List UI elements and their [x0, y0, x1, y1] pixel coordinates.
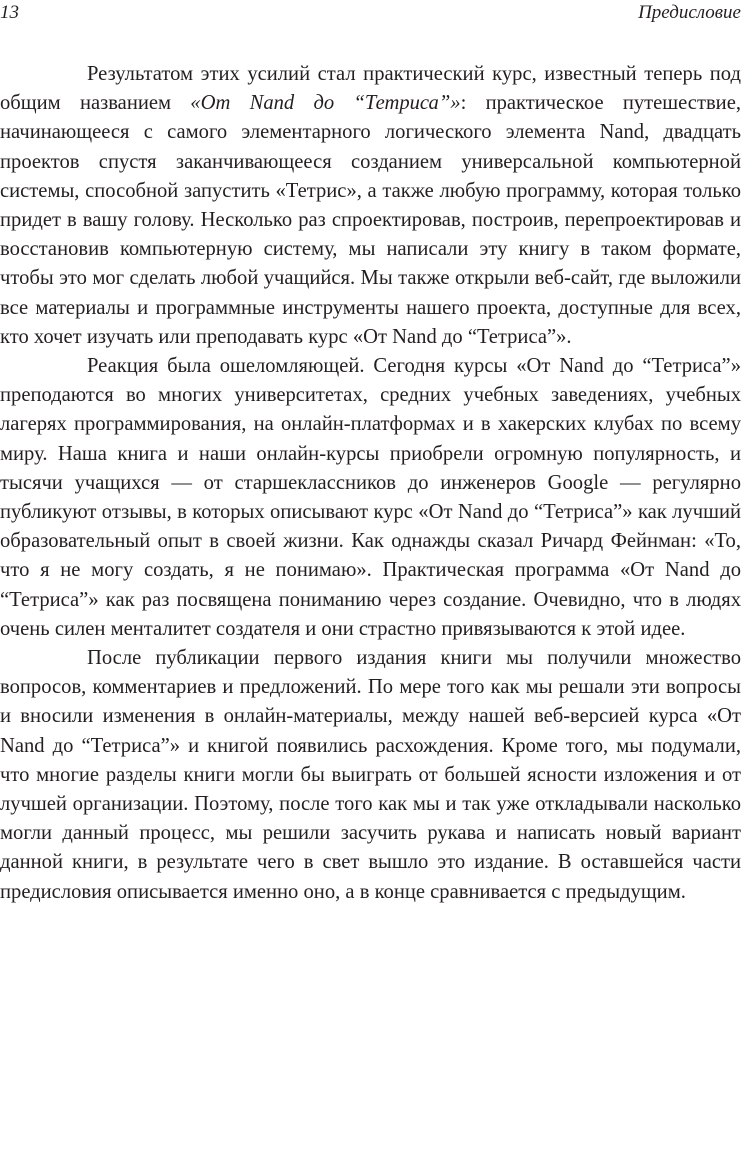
course-title-emphasis: «От Nand до “Тетриса”» — [190, 92, 461, 115]
paragraph-1 — [0, 60, 741, 352]
page-header — [0, 0, 743, 30]
running-title: Предисловие — [638, 2, 741, 23]
paragraph-1-rest: : практическое путешествие, начинающееся с самого элементарного логического элемента Nand, двадцать проектов спустя заканчивающееся созданием универсальной компьютерной системы, способной запустить «Тетрис», а также любую программу, которая только придет в вашу голову. Несколько раз спроектировав, построив, перепроектировав и восстановив компьютерную систему, мы написали эту книгу в таком формате, чтобы это мог сделать любой учащийся. Мы также открыли веб-сайт, где выложили все материалы и программные инструменты нашего проекта, доступные для всех, кто хочет изучать или преподавать курс «От Nand до “Тетриса”». — [0, 92, 741, 348]
paragraph-3: После публикации первого издания книги мы получили множество вопросов, комментариев и предложений. По мере того как мы решали эти вопросы и вносили изменения в онлайн-материалы, между нашей веб-версией курса «От Nand до “Тетриса”» и книгой появились расхождения. Кроме того, мы подумали, что многие разделы книги могли бы выиграть от большей ясности изложения и от лучшей организации. Поэтому, после того как мы и так уже откладывали насколько могли данный процесс, мы решили засучить рукава и написать новый вариант данной книги, в результате чего в свет вышло это издание. В оставшейся части предисловия описывается именно оно, а в конце сравнивается с предыдущим. — [0, 647, 741, 903]
paragraph-1-lead: Результатом этих усилий стал практический курс, известный теперь под общим названием — [0, 63, 741, 115]
paragraph-2: Реакция была ошеломляющей. Сегодня курсы «От Nand до “Тетриса”» преподаются во многих университетах, средних учебных заведениях, учебных лагерях программирования, на онлайн-платформах и в хакерских клубах по всему миру. Наша книга и наши онлайн-курсы приобрели огромную популярность, и тысячи учащихся — от старшеклассников до инженеров Google — регулярно публикуют отзывы, в которых описывают курс «От Nand до “Тетриса”» как лучший образовательный опыт в своей жизни. Как однажды сказал Ричард Фейнман: «То, что я не могу создать, я не понимаю». Практическая программа «От Nand до “Тетриса”» как раз посвящена пониманию через создание. Очевидно, что в людях очень силен менталитет создателя и они страстно привязываются к этой идее. — [0, 355, 741, 640]
body-text — [0, 60, 741, 907]
page-number: 13 — [0, 2, 19, 23]
